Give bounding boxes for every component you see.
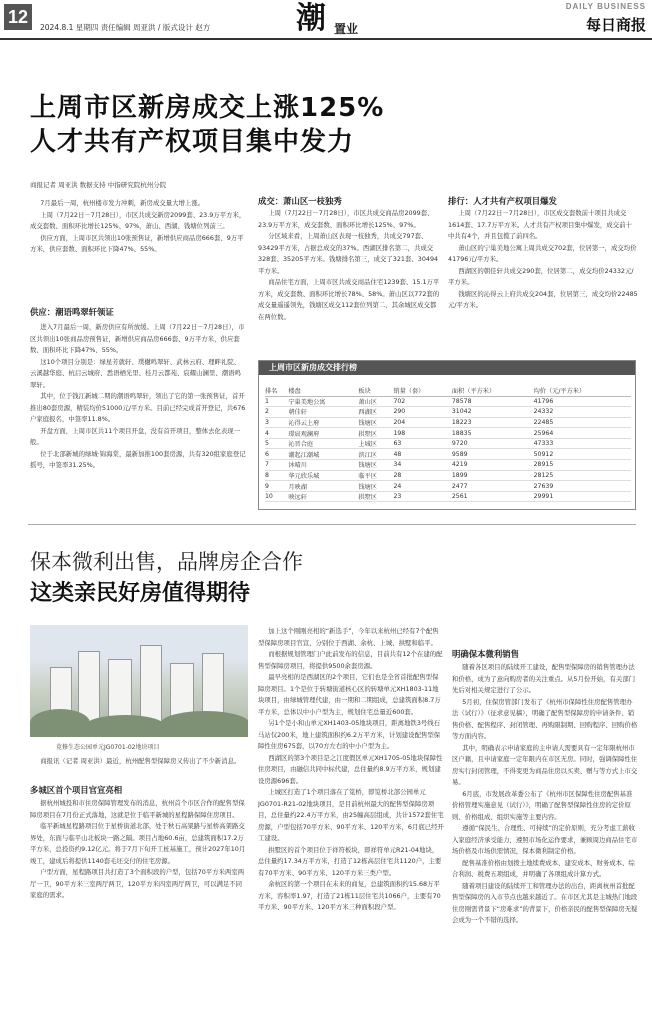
subhead-deals: 成交：萧山区一枝独秀 [258, 196, 342, 206]
table-cell: 1899 [452, 470, 534, 481]
article2-colB [258, 626, 444, 1020]
table-cell: 月映湖 [288, 481, 358, 492]
paragraph: 西湖区的第3个项目是之江度假区单元XH1705-05地块保障性住房项目，由融信共同中标代建，总住量约8.9万平方米，规划建设房源696套。 [258, 753, 443, 785]
table-cell: 25964 [534, 428, 631, 439]
table-cell: 23 [393, 491, 451, 502]
table-cell: 34 [393, 460, 451, 471]
article2-intro [30, 756, 248, 780]
paragraph: 上周（7月22日－7月28日），市区共成交新房2099套、23.9万平方米，成交套数、面积环比增长125%、97%，萧山、西湖、钱塘位列前三。 [30, 210, 246, 230]
table-cell: 4219 [452, 460, 534, 471]
table-cell: 6 [265, 449, 288, 460]
table-cell: 28125 [534, 470, 631, 481]
paragraph: 配售基准价格由划拨土地续费成本、建安成本、财务成本、综合利润、税费五项组成，并明确了各项组成计算方式。 [452, 858, 635, 878]
table-cell: 沁得云上府 [288, 417, 358, 428]
daily-business-label: DAILY BUSINESS [565, 2, 646, 11]
table-cell: 29991 [534, 491, 631, 502]
table-cell: 31042 [452, 407, 534, 418]
table-cell: 198 [393, 428, 451, 439]
article1-col1 [30, 198, 246, 302]
paragraph: 最早亮相的是西湖区的2个项目，它们也是全省首批配售型保障房项目。1个是位于转塘街道核心区的转塘单元XH1803-11地块项目，由绿城管理代建，由一期和二期组成，总建筑面积8.7万平方米，总体以中小户型为主，规划住宅总量近600套。 [258, 673, 441, 716]
article1-col2 [258, 208, 440, 356]
table-cell: 上城区 [358, 438, 393, 449]
paragraph: 据杭州城投和市住房保障管理发布的消息，杭州首个市区合作的配售型保障房项目在7月份正式落地，这就是位于临平新城的星程路保障住房项目。 [30, 799, 245, 819]
table-cell: 24 [393, 481, 451, 492]
table-row [265, 396, 631, 407]
paragraph: 7月最后一周，杭州楼市发力冲刺，新房成交量大增上涨。 [40, 199, 205, 207]
paragraph: 进入7月最后一周，新房供应有所放缓。上周（7月22日－7月28日），市区共领出10张商品房预售证，新增供应商品房666套、9万平方米，供应套数、面积环比下降47%、55%。 [30, 323, 245, 354]
table-cell: 钱塘区 [358, 481, 393, 492]
section-divider [28, 524, 636, 525]
paragraph: 分区域来看，上周萧山区表现一枝独秀，共成交797套、93429平方米，占据总成交的37%。西湖区排名第二，共成交328套、35205平方米。钱塘排名第三，成交了321套、30494平方米。 [258, 232, 439, 275]
table-cell: 映远轩 [288, 491, 358, 502]
paragraph: 开盘方面，上周市区共11个项目开盘，没有首开项目，整体去化表现一般。 [30, 426, 241, 446]
paragraph: 萧山区的宁巢美地公寓上周共成交702套，位居第一，成交均价41796元/平方米。 [448, 243, 637, 263]
ranking-header-cell: 板块 [358, 386, 393, 396]
subhead-ranking: 排行：人才共有产权项目爆发 [448, 196, 557, 206]
table-cell: 5 [265, 438, 288, 449]
table-row [265, 460, 631, 471]
table-cell: 3 [265, 417, 288, 428]
ranking-title: 上周市区新房成交排行榜 [259, 361, 635, 375]
paragraph: 商报讯（记者 周亚洪）最近，杭州配售型保障房又传出了不少新消息。 [40, 757, 241, 765]
table-cell: 28915 [534, 460, 631, 471]
table-cell: 钱塘区 [358, 417, 393, 428]
table-cell: 27639 [534, 481, 631, 492]
headline-2: 人才共有产权项目集中发力 [30, 127, 355, 157]
table-cell: 18835 [452, 428, 534, 439]
table-cell: 沐晴川 [288, 460, 358, 471]
table-cell: 拱墅区 [358, 491, 393, 502]
table-cell: 2561 [452, 491, 534, 502]
paragraph: 加上这个刚刚亮相的“新选手”，今年以来杭州已经有7个配售型保障房项目官宣，分别位于西湖、余杭、上城、拱墅和临平。 [258, 627, 439, 647]
ranking-table [265, 386, 631, 502]
ranking-header-cell: 均价（元/平方米） [534, 386, 631, 396]
table-cell: 沁晋合庭 [288, 438, 358, 449]
table-cell: 萧山区 [358, 396, 393, 407]
paragraph: 6月底，市发展改革委公布了《杭州市区保障性住房配售基准价格管理实施意见（试行）》，明确了配售型保障性住房的定价原则、价格组成、组织实施等主要内容。 [452, 789, 633, 821]
paragraph: 而根据规划管理门户此前发布的信息，目前共有12个在建的配售型保障房项目，将提供9500余套房源。 [258, 650, 443, 670]
subhead-projects: 多城区首个项目官宣亮相 [30, 785, 123, 795]
table-row [265, 491, 631, 502]
paragraph: 这10个项目分别是：绿星芳就轩、璞樾鸣翠轩、武林云府、理畔礼院、云溪越华庭、杭启云城府、悉语栖光里、桂月云都苑、宸耀山澜里、潮语鸣翠轩。 [30, 357, 241, 389]
table-row [265, 417, 631, 428]
paragraph: 西湖区的朝佳轩共成交290套，位居第二，成交均价24332元/平方米。 [448, 266, 634, 286]
paragraph: 户型方面，星程路项目共打造了3个面积段的户型，包括70平方米两室两厅一卫，90平方米三室两厅两卫，120平方米四室两厅两卫，可以满足不同家庭的需求。 [30, 868, 245, 899]
table-cell: 204 [393, 417, 451, 428]
table-row [265, 407, 631, 418]
table-cell: 钱塘区 [358, 460, 393, 471]
ranking-box [258, 360, 636, 510]
paragraph: 5月初，住保房管部门发布了《杭州市保障性住房配售管理办法（试行）》（征求意见稿），明确了配售型保障房的申请条件、销售价格、配售程序、封闭管理、再购限制期、回购程序、回购价格等方面内容。 [452, 697, 638, 740]
table-cell: 9589 [452, 449, 534, 460]
paragraph: 上城区打造了1个项目落在了笕桥，即笕桥北部公园单元JG0701-R21-02地块项目，是目前杭州最大的配售型保障房项目，总住量约22.4万平方米，由25幢高层组成，共计1572套住宅房源，户型包括70平方米、90平方米、120平方米，6月底已经开工建设。 [258, 788, 444, 842]
paragraph: 随着各区项目的陆续开工建设，配售型保障房的销售管理办法和价格，成为了意向购房者的关注重点。从5月份开始，有关部门先后对相关规定进行了公示。 [452, 663, 636, 694]
image-caption: 莧修生态公园单元JG0701-02地块项目 [56, 744, 160, 751]
project-rendering-image [30, 625, 248, 737]
paragraph: 商品住宅方面，上周市区共成交商品住宅1239套、15.1万平方米，成交套数、面积环比增长78%、58%。萧山区以772套的成交量遥遥领先，钱塘区成交112套位列第二，其余城区成交都在两位数。 [258, 278, 440, 321]
table-cell: 18223 [452, 417, 534, 428]
table-cell: 47333 [534, 438, 631, 449]
page-header [0, 0, 652, 40]
table-cell: 9720 [452, 438, 534, 449]
paragraph: 随着项目建设的陆续开工和管理办法的出台，距离杭州首批配售型保障房的入市节点也越来越近了。在市区尤其是主城热门地段住房刚需背景下“房难求”的背景下，价格亲民的配售型保障房无疑会成为一个不错的选择。 [452, 881, 638, 924]
table-cell: 702 [393, 396, 451, 407]
table-cell: 24332 [534, 407, 631, 418]
paragraph: 遵循“保民生、合理性、可持续”的定价原则，充分考虑工薪收入家庭经济承受能力，遵照市场化运作要求，兼顾周边商品住宅市场价格及市场供需情况，保本微利制定价格。 [452, 824, 638, 855]
article1-col1b [30, 322, 246, 504]
table-cell: 50912 [534, 449, 631, 460]
subhead-supply: 供应：潮语鸣翠轩领证 [30, 307, 114, 317]
paragraph: 位于北部新城的绿城·锦海棠，最新加推100套房源，共有320组家庭登记摇号，中签率31.25%。 [30, 449, 246, 469]
paragraph: 其中，明确表示申请家庭的主申请人需要具有一定年限杭州市区户籍，且申请家庭一定年限内在市区无房。同时，强调保障性住房实行封闭管理，不得变更为商品住房以买卖、赠与等方式上市交易。 [452, 743, 638, 786]
issue-meta: 2024.8.1 星期四 责任编辑 周亚洪 / 版式设计 赵方 [40, 23, 211, 32]
headline2-line2: 这类亲民好房值得期待 [30, 581, 251, 606]
table-cell: 9 [265, 481, 288, 492]
table-cell: 临平区 [358, 470, 393, 481]
table-cell: 8 [265, 470, 288, 481]
ranking-header-cell: 楼盘 [288, 386, 358, 396]
table-row [265, 470, 631, 481]
table-cell: 48 [393, 449, 451, 460]
article1-col3 [448, 208, 638, 356]
table-cell: 1 [265, 396, 288, 407]
table-cell: 华元欣乐城 [288, 470, 358, 481]
section-brand: 潮 [296, 1, 326, 36]
paragraph: 供应方面，上周市区共领出10张预售证，新增供应商品房666套、9万平方米，供应套数、面积环比下降47%、55%。 [30, 233, 244, 253]
table-cell: 璟宸观澜府 [288, 428, 358, 439]
byline: 商报记者 周亚洪 数据支持 中指研究院杭州分院 [30, 181, 167, 189]
table-cell: 宁巢美地公寓 [288, 396, 358, 407]
table-cell: 拱墅区 [358, 428, 393, 439]
article2-colA [30, 798, 248, 1018]
article2-colC [452, 662, 638, 1020]
headline2-line1: 保本微利出售，品牌房企合作 [30, 550, 303, 574]
subhead-pricing: 明确保本微利销售 [452, 649, 519, 659]
table-cell: 10 [265, 491, 288, 502]
table-cell: 潮起江潮城 [288, 449, 358, 460]
table-cell: 22485 [534, 417, 631, 428]
table-cell: 2477 [452, 481, 534, 492]
table-cell: 7 [265, 460, 288, 471]
ranking-header-cell: 排名 [265, 386, 288, 396]
table-cell: 滨江区 [358, 449, 393, 460]
paragraph: 另1个是小和山单元XH1403-05地块项目，距离地铁3号线石马站仅200米，地上建筑面积约6.2万平方米，计划建设配售型保障性住房675套，以70方左右的中小户型为主。 [258, 719, 441, 750]
table-row [265, 449, 631, 460]
table-cell: 2 [265, 407, 288, 418]
newspaper-name: 每日商报 [585, 16, 646, 34]
paragraph: 临平新城星程路项目位于星桥街道北部，处于秋石高架路与星桥高架路交界处，东面与临平山北板块一路之隔。项目占地60.6亩，总建筑面积17.2万平方米，总投资约9.12亿元。将于7月下旬开工桩基施工，预计2027年10月竣工，建成后将提供1140套毛坯交付的住宅房源。 [30, 822, 246, 865]
table-cell: 4 [265, 428, 288, 439]
section-name: 置业 [334, 22, 359, 36]
table-cell: 290 [393, 407, 451, 418]
paragraph: 上周（7月22日－7月28日），市区共成交商品房2099套、23.9万平方米，成交套数、面积环比增长125%、97%。 [258, 209, 434, 229]
table-cell: 28 [393, 470, 451, 481]
page-number: 12 [4, 4, 32, 30]
headline-1: 上周市区新房成交上涨125% [30, 93, 385, 123]
paragraph: 其中，位于钱江新城二期的潮语鸣翠轩，领出了它的第一张预售证，首开推出80套房源，精装均价51000元/平方米。目前已经完成首开登记，共676户家庭报名，中签率11.8%。 [30, 392, 246, 423]
table-cell: 63 [393, 438, 451, 449]
table-cell: 41796 [534, 396, 631, 407]
table-row [265, 438, 631, 449]
table-row [265, 428, 631, 439]
ranking-header-cell: 销量（套） [393, 386, 451, 396]
table-cell: 西湖区 [358, 407, 393, 418]
table-row [265, 481, 631, 492]
paragraph: 钱塘区的沁得云上府共成交204套，位居第三，成交均价22485元/平方米。 [448, 289, 638, 309]
table-cell: 78578 [452, 396, 534, 407]
paragraph: 上周（7月22日－7月28日），市区成交套数前十项目共成交1614套、17.7万平方米。人才共有产权项目集中爆发，成交前十中共有4个，并且包揽了前四名。 [448, 209, 632, 240]
paragraph: 余杭区的第一个项目在未来的商复，总建筑面积约15.68万平方米，容积率1.97，打造了21栋11层住宅共1066户，主要有70平方米、90平方米、120平方米三种面积段户型。 [258, 880, 441, 911]
paragraph: 拱墅区的首个项目位于祥符板块，即祥符单元R21-04地块，总住量约17.34万平方米，打造了12栋高层住宅共1120户，主要有70平方米、90平方米、120平方米三类户型。 [258, 845, 442, 877]
table-cell: 朝佳轩 [288, 407, 358, 418]
ranking-header-cell: 面积（平方米） [452, 386, 534, 396]
